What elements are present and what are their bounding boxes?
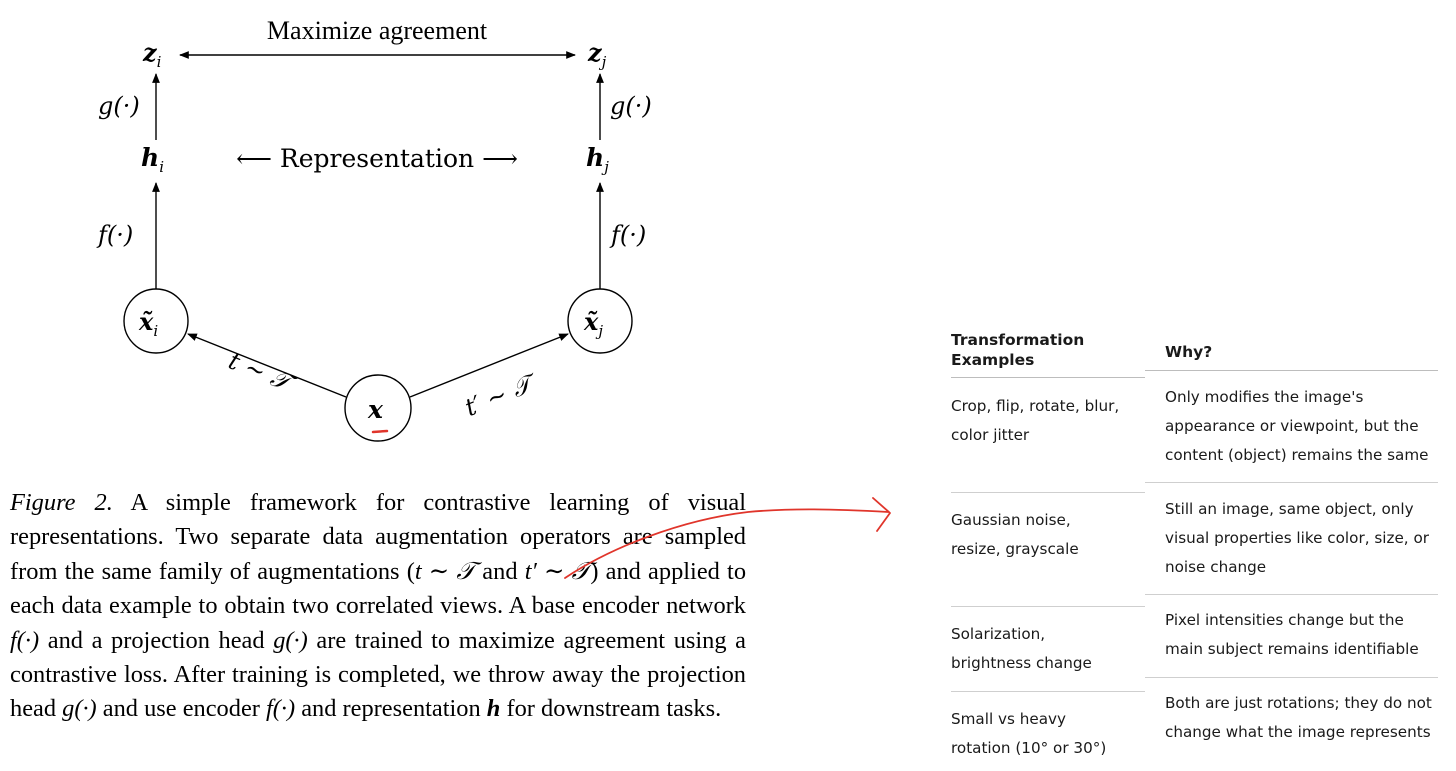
caption-text-4: and a projection head <box>39 626 274 654</box>
caption-text-5: are trained to maximize agreement using a contrastive loss. After training is completed, we throw away the projection head <box>10 626 746 723</box>
header-transformation-examples: Transformation Examples <box>951 331 1085 369</box>
cell-line: content (object) remains the same <box>1165 446 1429 464</box>
caption-text-6: and use encoder <box>96 695 266 723</box>
cell-line: appearance or viewpoint, but the <box>1165 417 1419 435</box>
z-j-label: $z_j$ <box>588 38 607 71</box>
x-tilde-j-node <box>568 289 632 353</box>
transformation-table <box>951 330 1438 757</box>
z-i-label: $z_i$ <box>143 38 162 71</box>
table-row-1-why <box>1165 383 1438 470</box>
red-underline-mark <box>373 431 387 432</box>
caption-text-7: and representation <box>295 695 487 723</box>
x-tilde-i-label: $x̃_i$ <box>139 307 159 340</box>
caption-text-8: for downstream tasks. <box>500 695 722 723</box>
table-row-3-transformation <box>951 620 1145 678</box>
x-tilde-j-label: $x̃_j$ <box>584 307 603 340</box>
table-row-2-why <box>1165 495 1438 582</box>
header-rule-col1 <box>951 377 1145 378</box>
cell-line: resize, grayscale <box>951 540 1079 558</box>
g-right-label: g(·) <box>610 92 652 120</box>
row-rule-1b <box>1145 482 1438 483</box>
representation-label: ⟵ Representation ⟶ <box>236 144 518 173</box>
caption-math-tprime: t′ ∼ 𝒯 <box>524 557 591 585</box>
caption-math-f-2: f(·) <box>266 695 296 723</box>
cell-line: rotation (10° or 30°) <box>951 739 1107 757</box>
cell-line: Both are just rotations; they do not <box>1165 694 1432 712</box>
cell-line: main subject remains identifiable <box>1165 640 1419 658</box>
cell-line: Gaussian noise, <box>951 511 1071 529</box>
caption-math-g-2: g(·) <box>62 695 97 723</box>
header-rule-col2 <box>1145 370 1438 371</box>
figure-caption <box>10 486 746 727</box>
caption-text-3: ) and applied to each data example to obtain two correlated views. A base encoder network <box>10 557 747 620</box>
table-row-2-transformation <box>951 506 1145 564</box>
g-left-label: g(·) <box>98 92 140 120</box>
h-i-label: $h_i$ <box>141 143 164 176</box>
cell-line: Small vs heavy <box>951 710 1066 728</box>
header-why: Why? <box>1165 343 1213 361</box>
row-rule-3a <box>951 691 1145 692</box>
table-row-3-why <box>1165 606 1438 664</box>
row-rule-2a <box>951 606 1145 607</box>
caption-math-t: t ∼ 𝒯 <box>414 557 476 585</box>
annotation-arrow-head <box>873 498 890 531</box>
cell-line: Only modifies the image's <box>1165 388 1364 406</box>
cell-line: visual properties like color, size, or <box>1165 529 1429 547</box>
x-tilde-i-node <box>124 289 188 353</box>
row-rule-1a <box>951 492 1145 493</box>
row-rule-3b <box>1145 677 1438 678</box>
cell-line: Solarization, <box>951 625 1046 643</box>
caption-math-g: g(·) <box>273 626 308 654</box>
f-right-label: f(·) <box>611 221 647 249</box>
cell-line: Pixel intensities change but the <box>1165 611 1404 629</box>
caption-math-f: f(·) <box>10 626 40 654</box>
simclr-diagram <box>0 0 760 470</box>
maximize-agreement-label: Maximize agreement <box>266 16 488 45</box>
cell-line: Crop, flip, rotate, blur, <box>951 397 1120 415</box>
table-row-4-transformation <box>951 705 1145 763</box>
t-right-label: t′ ∼ 𝒯 <box>461 370 536 422</box>
cell-line: brightness change <box>951 654 1092 672</box>
cell-line: color jitter <box>951 426 1030 444</box>
figure-label: Figure 2. <box>10 489 113 516</box>
cell-line: Still an image, same object, only <box>1165 500 1414 518</box>
f-left-label: f(·) <box>98 221 134 249</box>
row-rule-2b <box>1145 594 1438 595</box>
cell-line: change what the image represents <box>1165 723 1431 741</box>
caption-text-1: A simple framework for contrastive learning of visual representations. Two separate data augmentation operators are sampled from the same family of augmentations ( <box>10 489 746 585</box>
table-row-1-transformation <box>951 392 1145 450</box>
cell-line: noise change <box>1165 558 1267 576</box>
caption-math-h: h <box>486 695 501 723</box>
table-row-4-why <box>1165 689 1438 747</box>
x-label: x <box>368 395 383 424</box>
t-left-label: t ∼ 𝒯 <box>224 346 294 397</box>
caption-text-2: and <box>475 557 525 585</box>
h-j-label: $h_j$ <box>586 143 609 176</box>
